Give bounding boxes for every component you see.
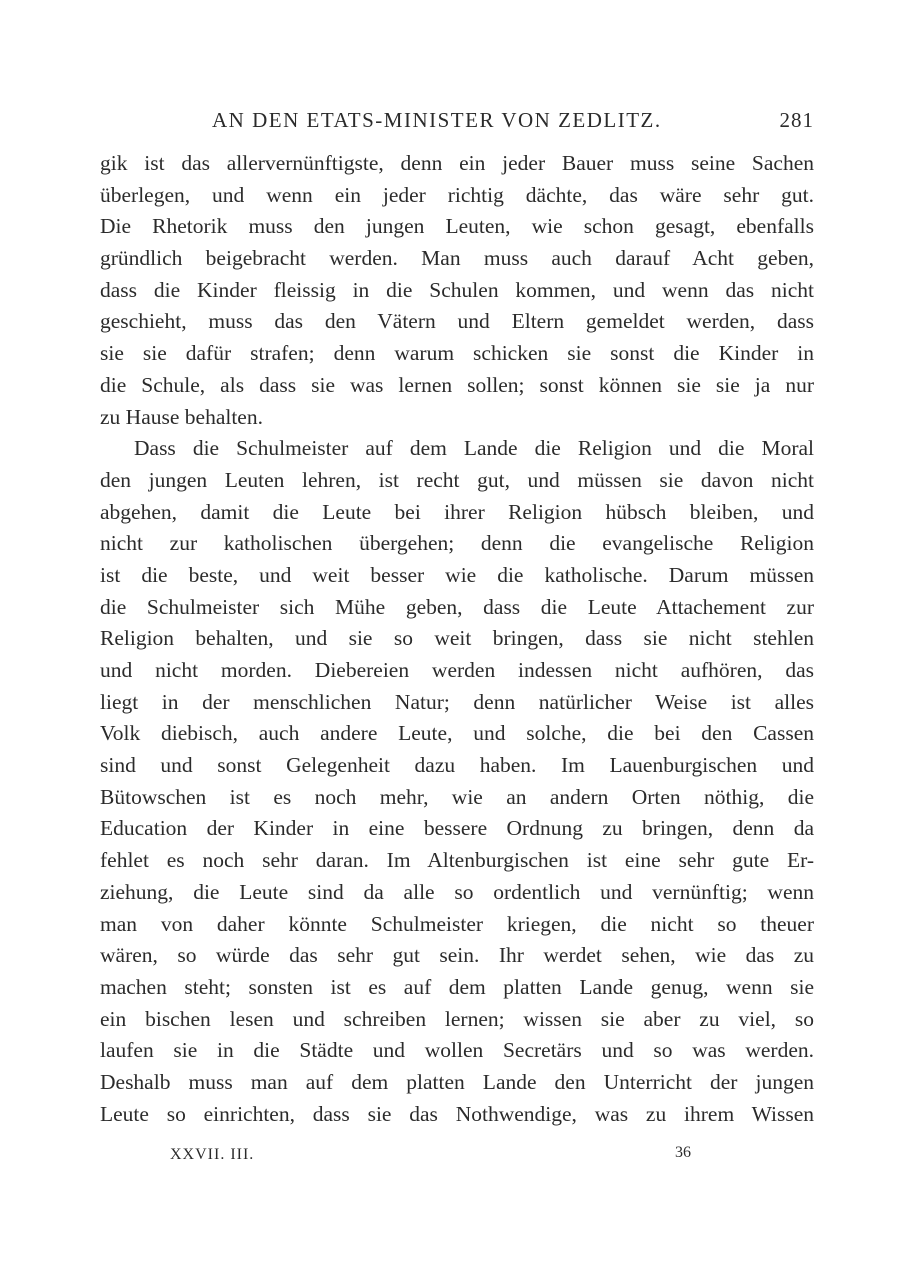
text-line: die Schule, als dass sie was lernen sollen; sonst können sie sie ja nur [100,372,814,397]
text-line: ziehung, die Leute sind da alle so ordentlich und vernünftig; wenn [100,879,814,904]
text-line: Bütowschen ist es noch mehr, wie an andern Orten nöthig, die [100,784,814,809]
text-line: den jungen Leuten lehren, ist recht gut, und müssen sie davon nicht [100,467,814,492]
paragraph-1 [100,148,814,433]
text-line: gik ist das allervernünftigste, denn ein jeder Bauer muss seine Sachen [100,151,814,175]
text-line: Education der Kinder in eine bessere Ordnung zu bringen, denn da [100,816,814,841]
text-line: und nicht morden. Diebereien werden indessen nicht aufhören, das [100,658,814,682]
text-line: machen steht; sonsten ist es auf dem platten Lande genug, wenn sie [100,974,814,999]
text-line: geschieht, muss das den Vätern und Eltern gemeldet werden, dass [100,309,814,334]
text-line: überlegen, und wenn ein jeder richtig dächte, das wäre sehr gut. [100,182,814,207]
text-line: Leute so einrichten, dass sie das Nothwendige, was zu ihrem Wissen [100,1101,814,1126]
text-line: laufen sie in die Städte und wollen Secretärs und so was werden. [100,1038,814,1063]
text-line: fehlet es noch sehr daran. Im Altenburgischen ist eine sehr gute Er- [100,848,814,873]
text-line: sind und sonst Gelegenheit dazu haben. Im Lauenburgischen und [100,753,814,778]
text-line: liegt in der menschlichen Natur; denn natürlicher Weise ist alles [100,689,814,714]
text-line: gründlich beigebracht werden. Man muss auch darauf Acht geben, [100,246,814,271]
running-title: AN DEN ETATS-MINISTER VON ZEDLITZ. [212,108,662,132]
text-line: die Schulmeister sich Mühe geben, dass die Leute Attachement zur [100,594,814,619]
page-number: 281 [779,108,814,132]
text-line: man von daher könnte Schulmeister kriegen, die nicht so theuer [100,911,814,936]
page-footer [170,1146,770,1170]
printer-signature: XXVII. III. [170,1146,255,1163]
text-line: Deshalb muss man auf dem platten Lande den Unterricht der jungen [100,1069,814,1094]
text-line: Volk diebisch, auch andere Leute, und solche, die bei den Cassen [100,721,814,746]
text-line: nicht zur katholischen übergehen; denn die evangelische Religion [100,531,814,556]
text-line: dass die Kinder fleissig in die Schulen kommen, und wenn das nicht [100,277,814,302]
text-line: Dass die Schulmeister auf dem Lande die Religion und die Moral [134,436,814,461]
paragraph-2 [100,433,814,1130]
running-head [100,108,814,138]
text-line: wären, so würde das sehr gut sein. Ihr werdet sehen, wie das zu [100,943,814,968]
signature-number: 36 [675,1144,691,1161]
text-line: Religion behalten, und sie so weit bringen, dass sie nicht stehlen [100,626,814,651]
text-line: zu Hause behalten. [100,404,263,429]
text-line: abgehen, damit die Leute bei ihrer Religion hübsch bleiben, und [100,499,814,524]
text-line: ist die beste, und weit besser wie die katholische. Darum müssen [100,562,814,587]
text-line: Die Rhetorik muss den jungen Leuten, wie schon gesagt, ebenfalls [100,214,814,239]
text-line: sie sie dafür strafen; denn warum schicken sie sonst die Kinder in [100,341,814,366]
text-line: ein bischen lesen und schreiben lernen; wissen sie aber zu viel, so [100,1006,814,1031]
body-text [100,148,814,1130]
